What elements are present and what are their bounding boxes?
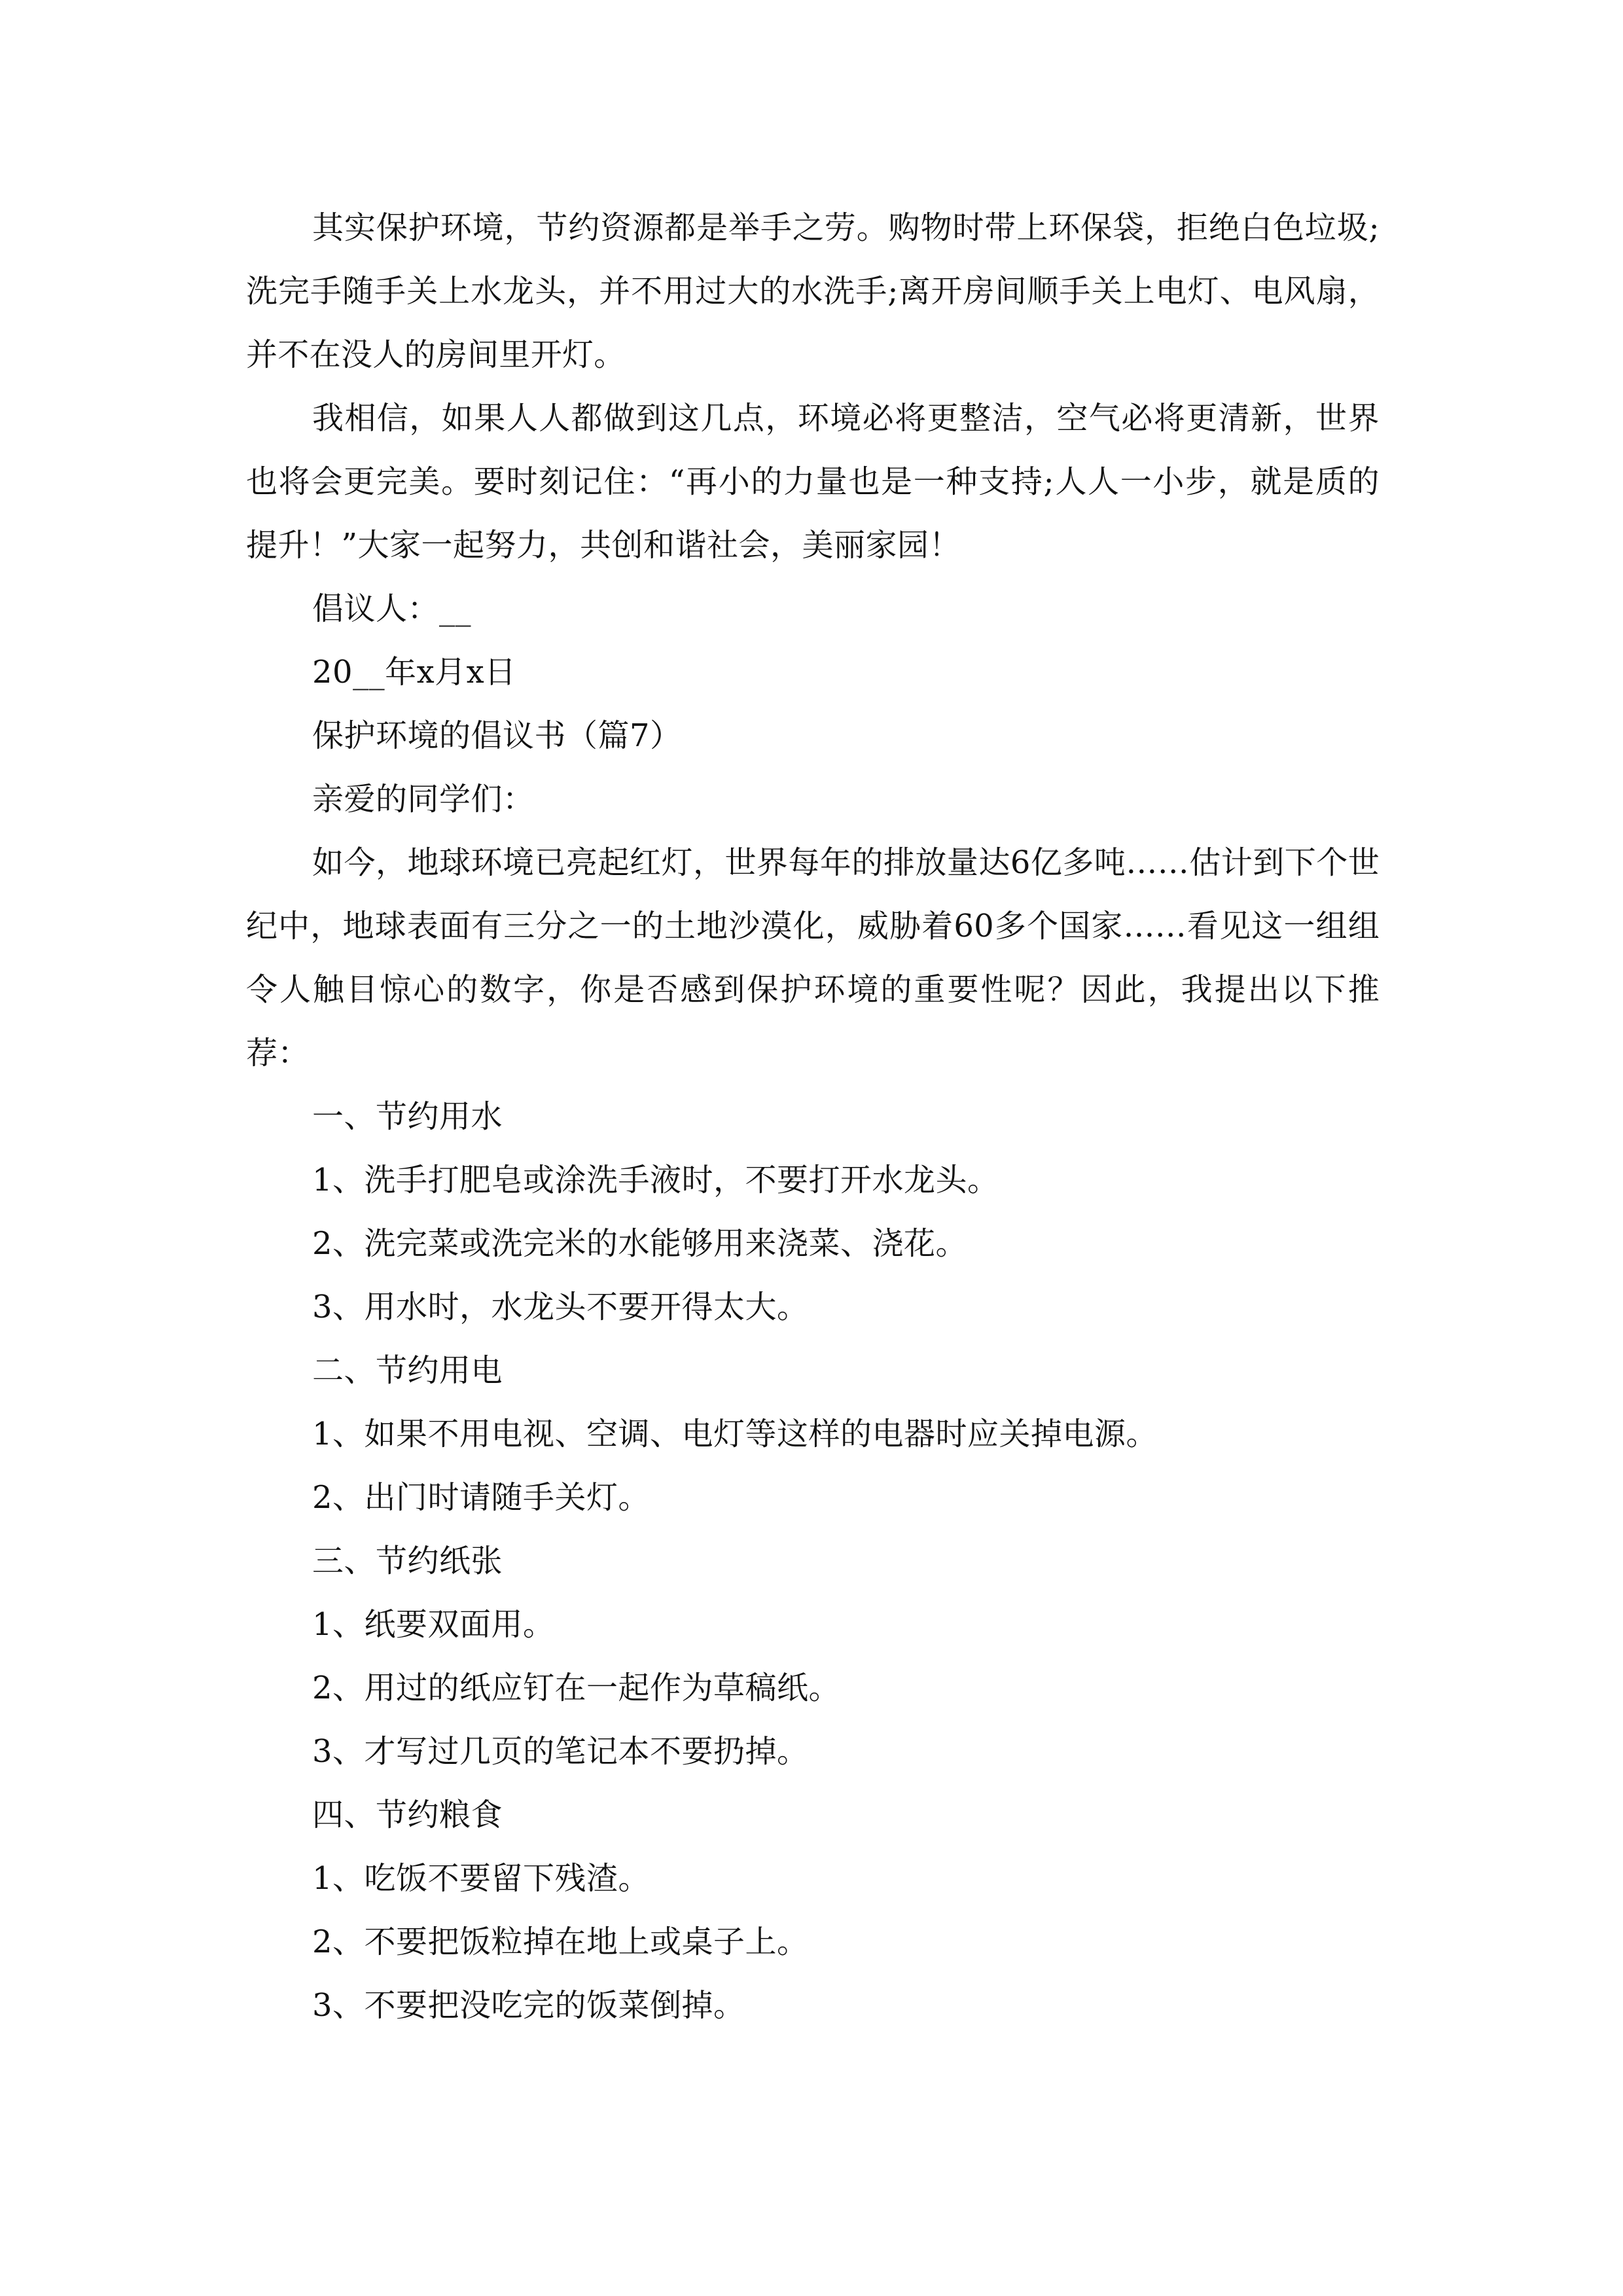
paragraph-eco-actions: 其实保护环境，节约资源都是举手之劳。购物时带上环保袋，拒绝白色垃圾;洗完手随手关上水龙头，并不用过大的水洗手;离开房间顺手关上电灯、电风扇，并不在没人的房间里开灯。 (246, 209, 1380, 373)
paragraph-intro: 如今，地球环境已亮起红灯，世界每年的排放量达6亿多吨……估计到下个世纪中，地球表面有三分之一的土地沙漠化，威胁着60多个国家……看见这一组组令人触目惊心的数字，你是否感到保护环境的重要性呢？因此，我提出以下推荐： (246, 844, 1380, 1071)
heading-save-paper: 三、节约纸张 (312, 1543, 503, 1579)
signature-date: 20__年x月x日 (312, 654, 516, 691)
list-item: 2、出门时请随手关灯。 (312, 1479, 651, 1516)
list-item: 3、不要把没吃完的饭菜倒掉。 (312, 1987, 745, 2024)
heading-save-food: 四、节约粮食 (312, 1797, 503, 1833)
heading-save-electricity: 二、节约用电 (312, 1352, 503, 1389)
list-item: 1、吃饭不要留下残渣。 (312, 1860, 651, 1897)
list-item: 3、用水时，水龙头不要开得太大。 (312, 1289, 809, 1325)
list-item: 2、不要把饭粒掉在地上或桌子上。 (312, 1924, 809, 1960)
list-item: 1、洗手打肥皂或涂洗手液时，不要打开水龙头。 (312, 1162, 999, 1198)
list-item: 1、纸要双面用。 (312, 1606, 555, 1643)
section-title: 保护环境的倡议书（篇7） (312, 717, 682, 754)
list-item: 3、才写过几页的笔记本不要扔掉。 (312, 1733, 809, 1770)
list-item: 1、如果不用电视、空调、电灯等这样的电器时应关掉电源。 (312, 1416, 1158, 1452)
list-item: 2、洗完菜或洗完米的水能够用来浇菜、浇花。 (312, 1225, 968, 1262)
document-body (246, 196, 1380, 2037)
list-item: 2、用过的纸应钉在一起作为草稿纸。 (312, 1670, 841, 1706)
signature-proposer: 倡议人：__ (312, 590, 472, 627)
heading-save-water: 一、节约用水 (312, 1098, 503, 1135)
salutation: 亲爱的同学们： (312, 781, 535, 817)
paragraph-belief: 我相信，如果人人都做到这几点，环境必将更整洁，空气必将更清新，世界也将会更完美。要时刻记住：“再小的力量也是一种支持;人人一小步，就是质的提升！”大家一起努力，共创和谐社会，美丽家园！ (246, 400, 1380, 564)
